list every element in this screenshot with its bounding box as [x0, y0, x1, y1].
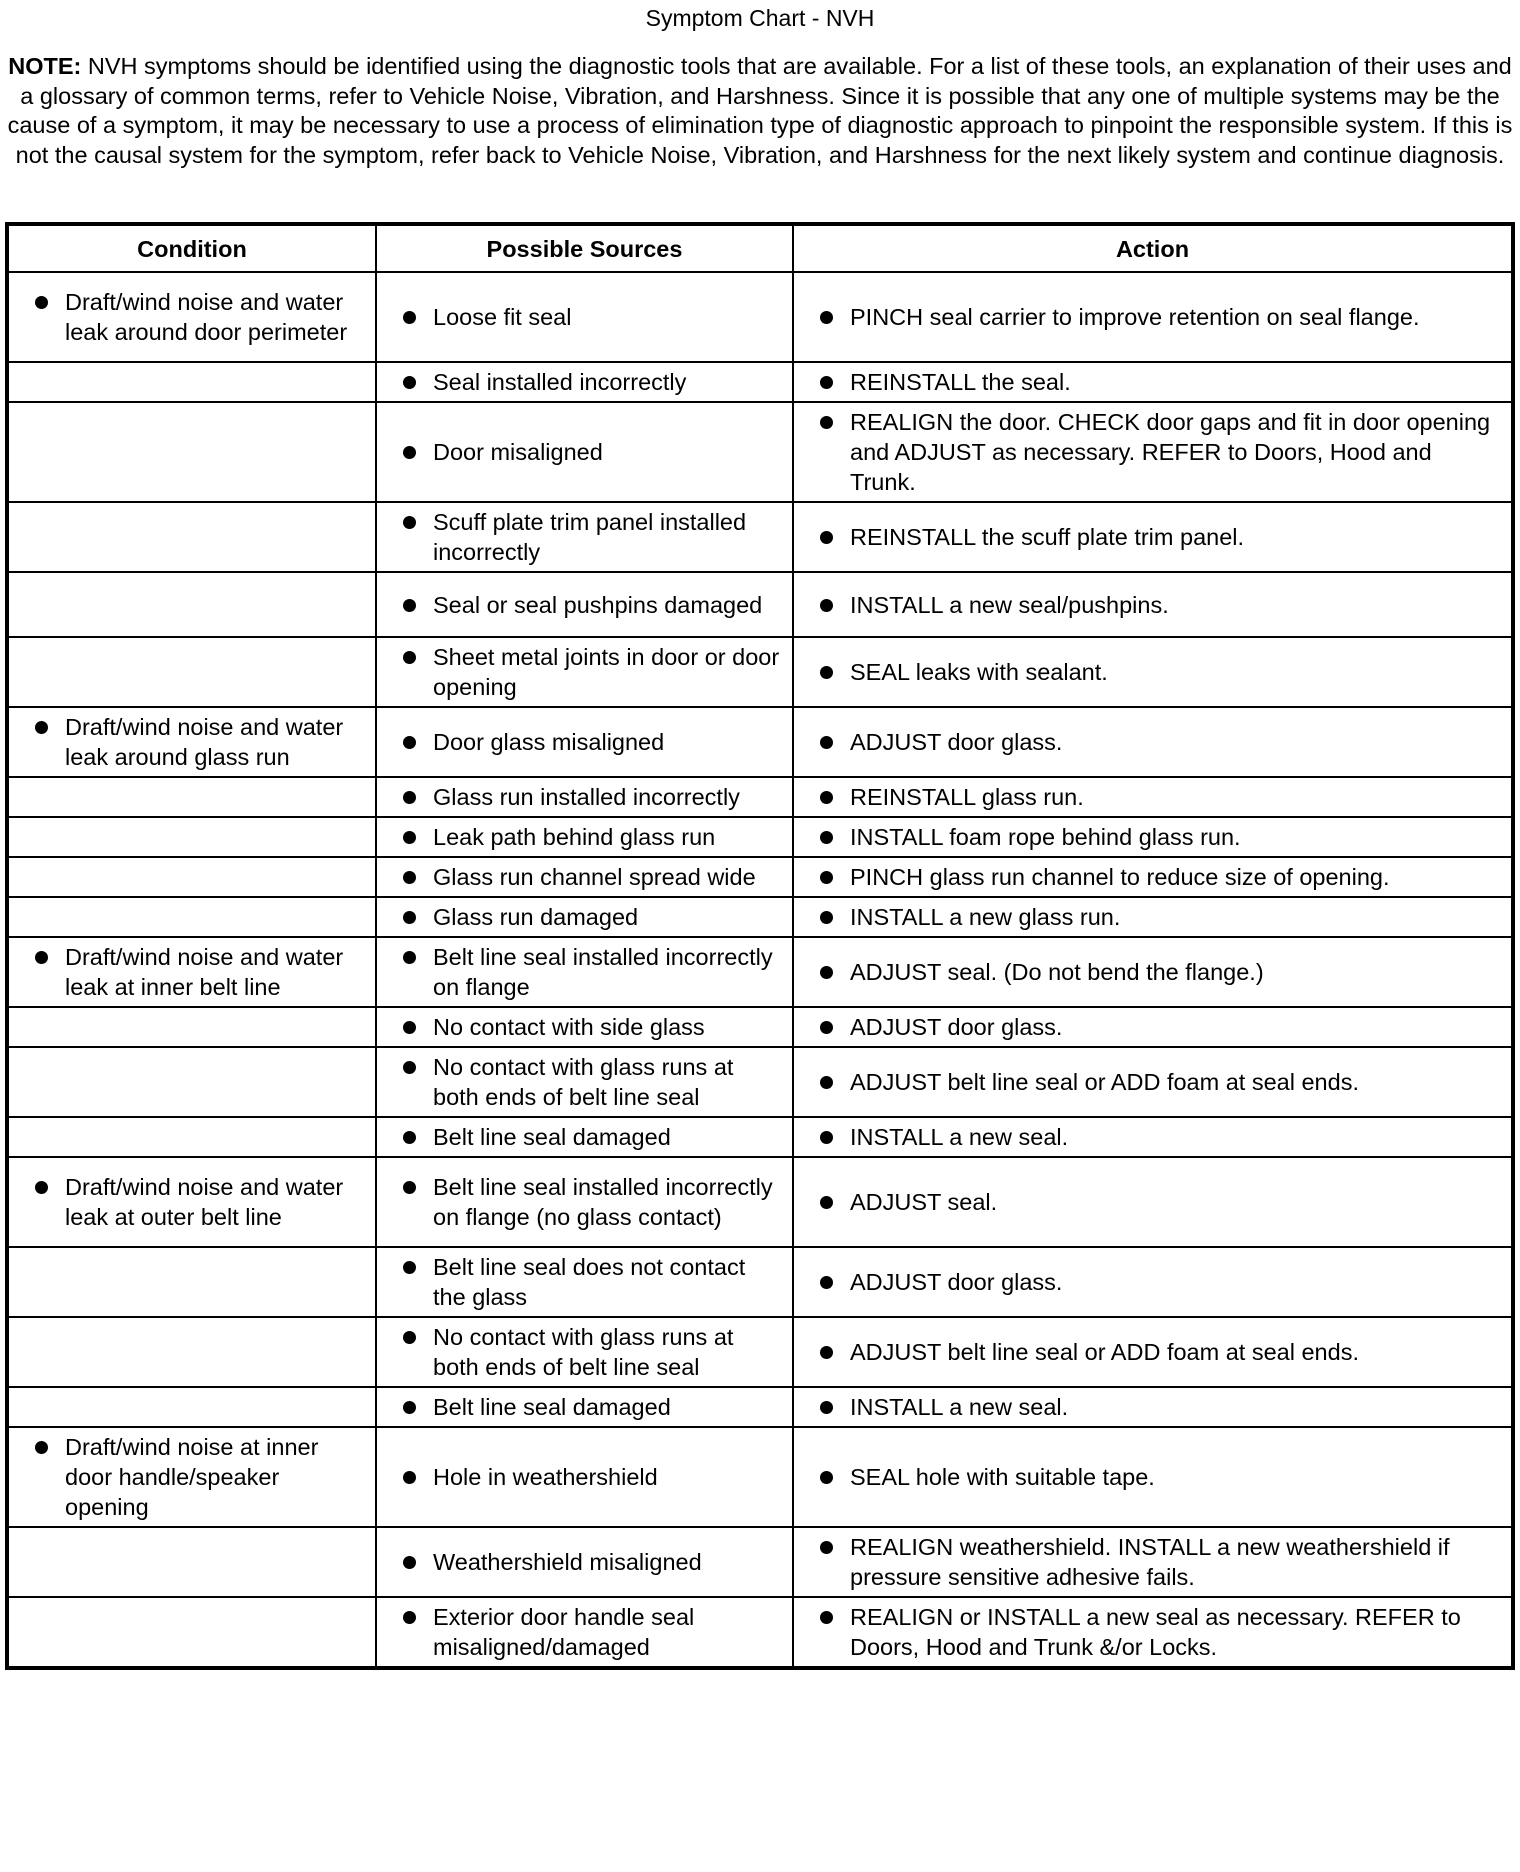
action-cell	[793, 1527, 1513, 1597]
table-row	[7, 857, 1513, 897]
condition-cell	[7, 1427, 376, 1527]
action-cell-text: ADJUST door glass.	[794, 727, 1503, 757]
possible-source-cell	[376, 272, 793, 362]
condition-cell	[7, 637, 376, 707]
table-row	[7, 272, 1513, 362]
possible-source-cell	[376, 777, 793, 817]
action-cell	[793, 637, 1513, 707]
possible-source-cell	[376, 637, 793, 707]
table-row	[7, 1047, 1513, 1117]
possible-source-cell	[376, 897, 793, 937]
possible-source-cell-text: No contact with glass runs at both ends of belt line seal	[377, 1052, 784, 1112]
possible-source-cell-text: Leak path behind glass run	[377, 822, 784, 852]
possible-source-cell-text: Glass run damaged	[377, 902, 784, 932]
note-label: NOTE:	[8, 53, 82, 79]
condition-cell-text: Draft/wind noise and water leak at inner belt line	[9, 942, 367, 1002]
possible-source-cell	[376, 1117, 793, 1157]
action-cell	[793, 707, 1513, 777]
action-cell-text: ADJUST belt line seal or ADD foam at seal ends.	[794, 1067, 1503, 1097]
possible-source-cell-text: Sheet metal joints in door or door opening	[377, 642, 784, 702]
possible-source-cell-text: Belt line seal damaged	[377, 1122, 784, 1152]
possible-source-cell-text: Weathershield misaligned	[377, 1547, 784, 1577]
condition-cell	[7, 1387, 376, 1427]
possible-source-cell	[376, 1007, 793, 1047]
possible-source-cell	[376, 402, 793, 502]
action-cell	[793, 1247, 1513, 1317]
possible-source-cell	[376, 1317, 793, 1387]
possible-source-cell	[376, 1157, 793, 1247]
possible-source-cell	[376, 1527, 793, 1597]
condition-cell	[7, 272, 376, 362]
action-cell-text: INSTALL foam rope behind glass run.	[794, 822, 1503, 852]
condition-cell	[7, 1157, 376, 1247]
action-cell-text: ADJUST door glass.	[794, 1012, 1503, 1042]
possible-source-cell	[376, 572, 793, 637]
table-row	[7, 1247, 1513, 1317]
condition-cell	[7, 1527, 376, 1597]
symptom-chart-table	[5, 222, 1515, 1670]
condition-cell	[7, 857, 376, 897]
action-cell	[793, 817, 1513, 857]
table-row	[7, 502, 1513, 572]
action-cell	[793, 572, 1513, 637]
table-row	[7, 897, 1513, 937]
possible-source-cell-text: Glass run channel spread wide	[377, 862, 784, 892]
action-cell	[793, 1157, 1513, 1247]
possible-source-cell	[376, 1427, 793, 1527]
header-possible-sources: Possible Sources	[376, 224, 793, 272]
condition-cell	[7, 1317, 376, 1387]
table-row	[7, 817, 1513, 857]
action-cell-text: ADJUST door glass.	[794, 1267, 1503, 1297]
action-cell-text: INSTALL a new glass run.	[794, 902, 1503, 932]
possible-source-cell-text: Belt line seal does not contact the glass	[377, 1252, 784, 1312]
action-cell	[793, 502, 1513, 572]
action-cell-text: ADJUST seal. (Do not bend the flange.)	[794, 957, 1503, 987]
action-cell-text: INSTALL a new seal.	[794, 1392, 1503, 1422]
table-row	[7, 572, 1513, 637]
action-cell-text: INSTALL a new seal.	[794, 1122, 1503, 1152]
condition-cell	[7, 1047, 376, 1117]
possible-source-cell	[376, 817, 793, 857]
table-row	[7, 1007, 1513, 1047]
header-action: Action	[793, 224, 1513, 272]
action-cell	[793, 777, 1513, 817]
action-cell	[793, 1427, 1513, 1527]
condition-cell	[7, 502, 376, 572]
table-row	[7, 637, 1513, 707]
possible-source-cell	[376, 1387, 793, 1427]
condition-cell	[7, 707, 376, 777]
action-cell	[793, 362, 1513, 402]
note-text: NVH symptoms should be identified using the diagnostic tools that are available. For a list of these tools, an explanation of their uses and a glossary of common terms, refer to Vehicle Noise, Vibration, and Harshness. Since it is possible that any one of multiple systems may be the cause of a symptom, it may be necessary to use a process of elimination type of diagnostic approach to pinpoint the responsible system. If this is not the causal system for the symptom, refer back to Vehicle Noise, Vibration, and Harshness for the next likely system and continue diagnosis.	[7, 53, 1513, 168]
condition-cell-text: Draft/wind noise and water leak around glass run	[9, 712, 367, 772]
table-row	[7, 1387, 1513, 1427]
table-row	[7, 1527, 1513, 1597]
action-cell-text: ADJUST seal.	[794, 1187, 1503, 1217]
table-row	[7, 707, 1513, 777]
condition-cell	[7, 937, 376, 1007]
action-cell-text: REALIGN the door. CHECK door gaps and fit in door opening and ADJUST as necessary. REFER to Doors, Hood and Trunk.	[794, 407, 1503, 497]
table-row	[7, 777, 1513, 817]
table-row	[7, 1317, 1513, 1387]
possible-source-cell-text: Door glass misaligned	[377, 727, 784, 757]
possible-source-cell-text: No contact with glass runs at both ends of belt line seal	[377, 1322, 784, 1382]
possible-source-cell	[376, 937, 793, 1007]
table-row	[7, 1117, 1513, 1157]
action-cell	[793, 1317, 1513, 1387]
condition-cell	[7, 572, 376, 637]
possible-source-cell	[376, 502, 793, 572]
page-title: Symptom Chart - NVH	[645, 5, 875, 31]
possible-source-cell	[376, 1047, 793, 1117]
possible-source-cell	[376, 362, 793, 402]
condition-cell-text: Draft/wind noise and water leak at outer belt line	[9, 1172, 367, 1232]
header-condition: Condition	[7, 224, 376, 272]
possible-source-cell-text: Seal or seal pushpins damaged	[377, 590, 784, 620]
table-header-row	[7, 224, 1513, 272]
table-row	[7, 1597, 1513, 1668]
table-row	[7, 1157, 1513, 1247]
condition-cell	[7, 1007, 376, 1047]
action-cell-text: INSTALL a new seal/pushpins.	[794, 590, 1503, 620]
condition-cell	[7, 897, 376, 937]
action-cell-text: REALIGN or INSTALL a new seal as necessary. REFER to Doors, Hood and Trunk &/or Locks.	[794, 1602, 1503, 1662]
action-cell	[793, 1007, 1513, 1047]
condition-cell	[7, 1247, 376, 1317]
action-cell	[793, 1117, 1513, 1157]
action-cell-text: SEAL leaks with sealant.	[794, 657, 1503, 687]
possible-source-cell-text: Door misaligned	[377, 437, 784, 467]
possible-source-cell-text: Loose fit seal	[377, 302, 784, 332]
condition-cell	[7, 362, 376, 402]
possible-source-cell	[376, 707, 793, 777]
action-cell-text: SEAL hole with suitable tape.	[794, 1462, 1503, 1492]
note-paragraph	[6, 52, 1514, 170]
condition-cell	[7, 817, 376, 857]
action-cell	[793, 1387, 1513, 1427]
possible-source-cell-text: Belt line seal installed incorrectly on flange (no glass contact)	[377, 1172, 784, 1232]
action-cell	[793, 897, 1513, 937]
possible-source-cell-text: Hole in weathershield	[377, 1462, 784, 1492]
action-cell	[793, 272, 1513, 362]
table-row	[7, 402, 1513, 502]
action-cell-text: REINSTALL the scuff plate trim panel.	[794, 522, 1503, 552]
condition-cell	[7, 1117, 376, 1157]
action-cell	[793, 402, 1513, 502]
possible-source-cell-text: Seal installed incorrectly	[377, 367, 784, 397]
action-cell-text: PINCH glass run channel to reduce size of opening.	[794, 862, 1503, 892]
action-cell-text: PINCH seal carrier to improve retention on seal flange.	[794, 302, 1503, 332]
condition-cell	[7, 402, 376, 502]
action-cell	[793, 1047, 1513, 1117]
possible-source-cell-text: No contact with side glass	[377, 1012, 784, 1042]
action-cell-text: REINSTALL glass run.	[794, 782, 1503, 812]
action-cell	[793, 937, 1513, 1007]
table-row	[7, 362, 1513, 402]
possible-source-cell-text: Belt line seal damaged	[377, 1392, 784, 1422]
condition-cell	[7, 1597, 376, 1668]
condition-cell-text: Draft/wind noise and water leak around door perimeter	[9, 287, 367, 347]
possible-source-cell-text: Exterior door handle seal misaligned/damaged	[377, 1602, 784, 1662]
table-row	[7, 1427, 1513, 1527]
action-cell	[793, 857, 1513, 897]
possible-source-cell	[376, 1597, 793, 1668]
table-row	[7, 937, 1513, 1007]
possible-source-cell	[376, 857, 793, 897]
action-cell-text: REALIGN weathershield. INSTALL a new weathershield if pressure sensitive adhesive fails.	[794, 1532, 1503, 1592]
condition-cell	[7, 777, 376, 817]
action-cell	[793, 1597, 1513, 1668]
action-cell-text: REINSTALL the seal.	[794, 367, 1503, 397]
condition-cell-text: Draft/wind noise at inner door handle/speaker opening	[9, 1432, 367, 1522]
possible-source-cell-text: Scuff plate trim panel installed incorrectly	[377, 507, 784, 567]
possible-source-cell-text: Belt line seal installed incorrectly on flange	[377, 942, 784, 1002]
table-body	[7, 272, 1513, 1668]
possible-source-cell-text: Glass run installed incorrectly	[377, 782, 784, 812]
possible-source-cell	[376, 1247, 793, 1317]
action-cell-text: ADJUST belt line seal or ADD foam at seal ends.	[794, 1337, 1503, 1367]
